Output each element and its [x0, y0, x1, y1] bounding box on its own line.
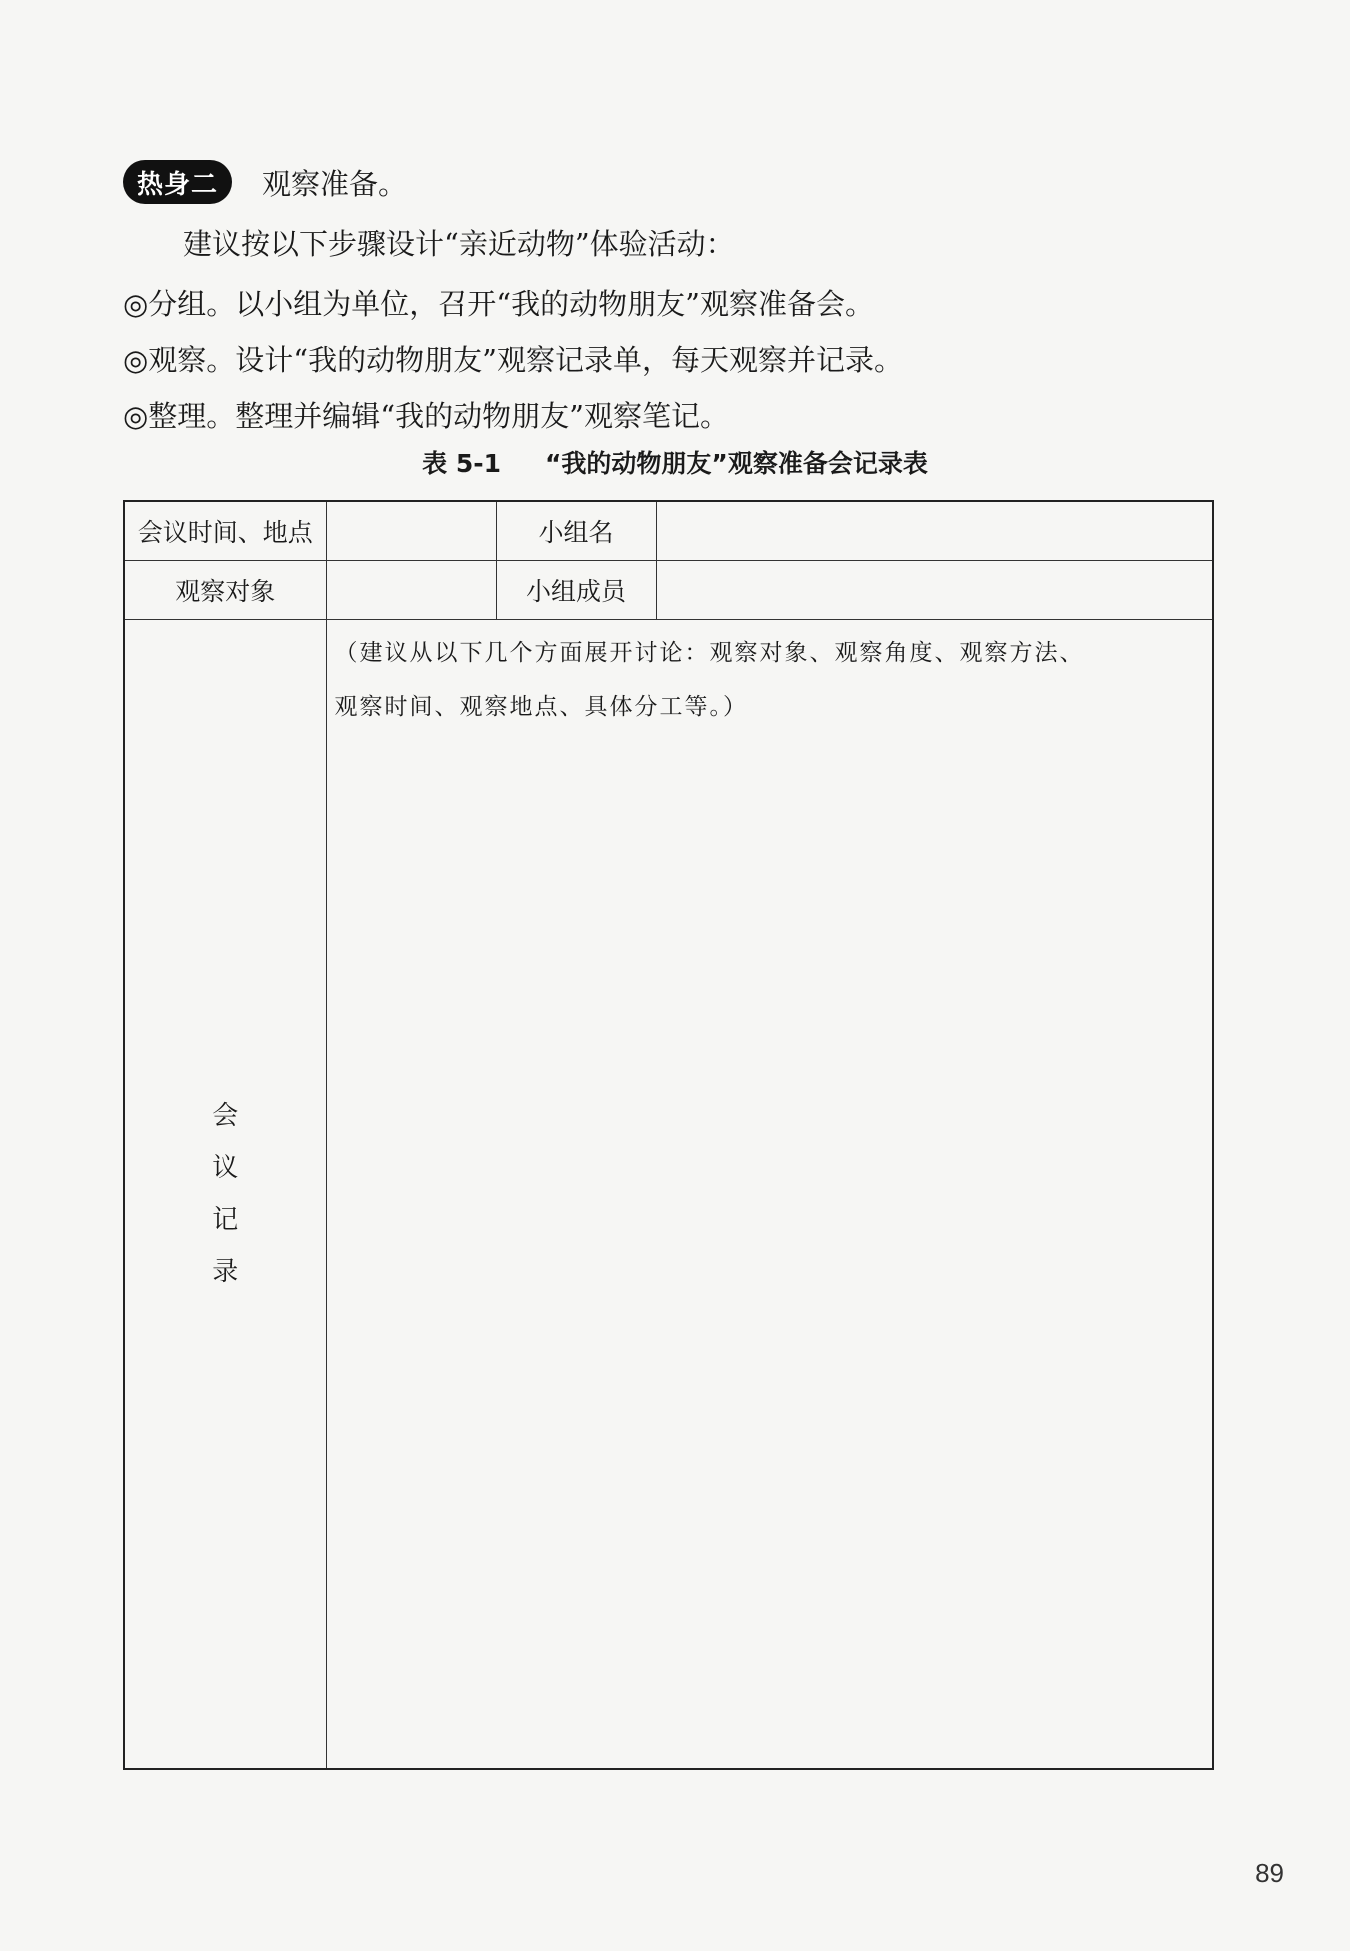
meeting-time-place-field[interactable] [326, 501, 496, 561]
group-name-field[interactable] [656, 501, 1213, 561]
table-row [124, 620, 1213, 1770]
step-item-observe: ◎观察。设计“我的动物朋友”观察记录单，每天观察并记录。 [123, 343, 903, 377]
minutes-label-char: 会 [212, 1101, 239, 1131]
step-list [123, 276, 903, 444]
group-members-label: 小组成员 [496, 561, 656, 620]
minutes-label-char: 记 [212, 1205, 239, 1235]
group-name-label: 小组名 [496, 501, 656, 561]
page-number: 89 [1255, 1858, 1284, 1888]
group-members-field[interactable] [656, 561, 1213, 620]
table-row [124, 561, 1213, 620]
minutes-hint-line: 观察时间、观察地点、具体分工等。） [334, 694, 748, 720]
table-caption-number: 表 5-1 [422, 449, 501, 478]
minutes-label-char: 录 [212, 1257, 239, 1287]
warmup-heading [123, 160, 407, 204]
meeting-time-place-label: 会议时间、地点 [124, 501, 326, 561]
table-caption-title: “我的动物朋友”观察准备会记录表 [545, 449, 928, 478]
observe-target-label: 观察对象 [124, 561, 326, 620]
intro-text: 建议按以下步骤设计“亲近动物”体验活动： [183, 227, 735, 261]
minutes-hint-line: （建议从以下几个方面展开讨论：观察对象、观察角度、观察方法、 [334, 640, 1085, 666]
meeting-minutes-label [124, 620, 326, 1770]
meeting-minutes-field[interactable] [326, 620, 1213, 1770]
step-item-organize: ◎整理。整理并编辑“我的动物朋友”观察笔记。 [123, 399, 729, 433]
observe-target-field[interactable] [326, 561, 496, 620]
table-caption [0, 444, 1350, 480]
table-row [124, 501, 1213, 561]
step-item-group: ◎分组。以小组为单位，召开“我的动物朋友”观察准备会。 [123, 287, 874, 321]
meeting-record-table [123, 500, 1214, 1770]
warmup-title: 观察准备。 [262, 166, 408, 201]
warmup-badge: 热身二 [123, 160, 232, 204]
minutes-label-char: 议 [212, 1153, 239, 1183]
